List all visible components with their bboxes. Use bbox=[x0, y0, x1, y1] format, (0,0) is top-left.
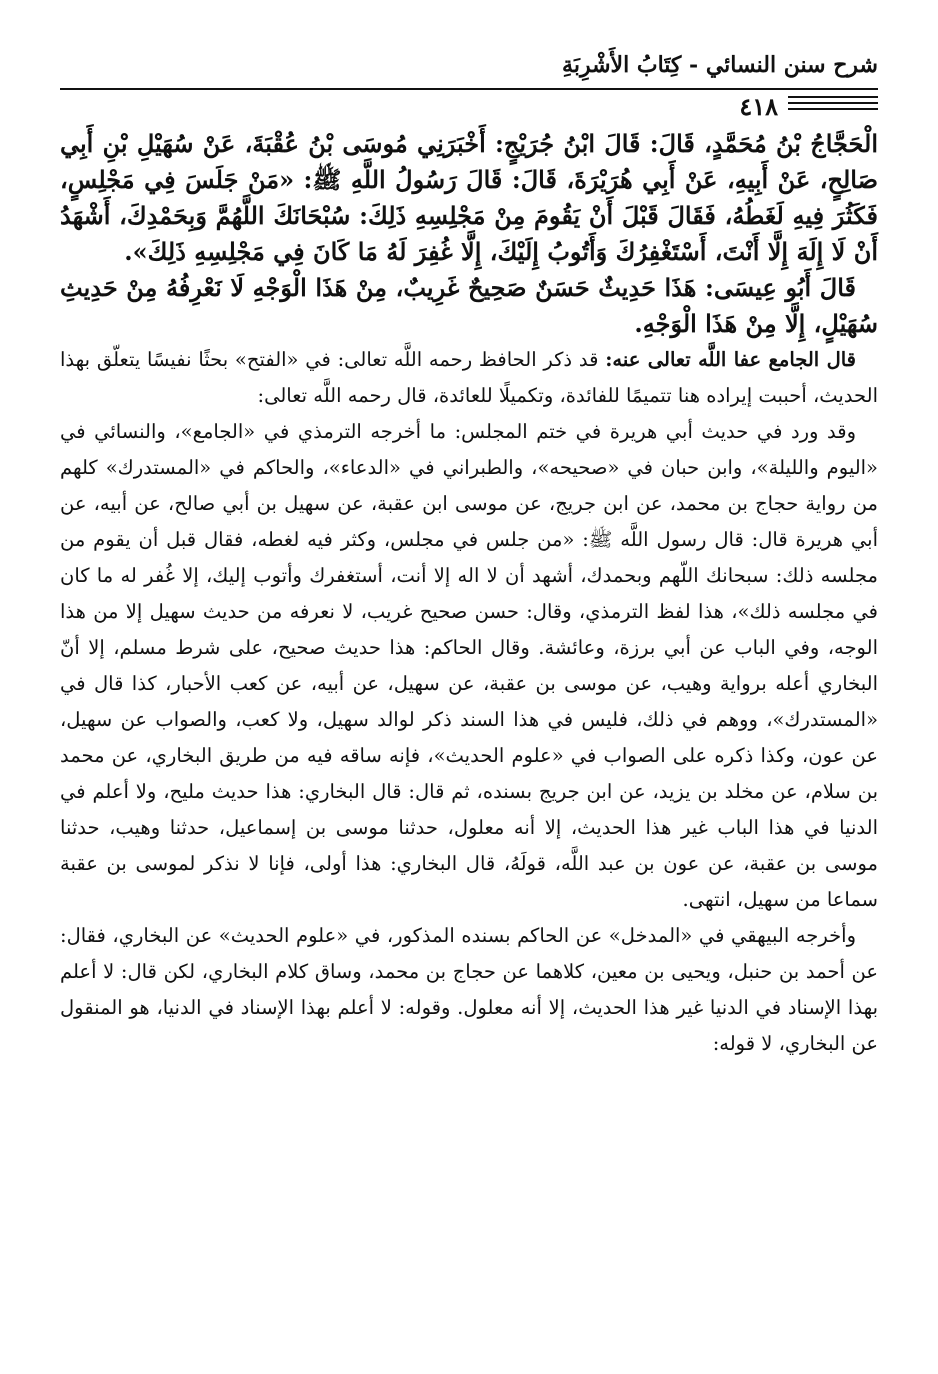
commentary-paragraph-3: وأخرجه البيهقي في «المدخل» عن الحاكم بسنده المذكور، في «علوم الحديث» عن البخاري، فقال: عن أحمد بن حنبل، ويحيى بن معين، كلاهما عن حجاج بن محمد، وساق كلام البخاري، لكن قال: لا أعلم بهذا الإسناد في الدنيا غير هذا الحديث، إلا أنه معلول. وقوله: لا أعلم بهذا الإسناد في الدنيا، هو المنقول عن البخاري، لا قوله: bbox=[60, 924, 878, 1055]
author-label: قال الجامع عفا اللَّه تعالى عنه: bbox=[605, 348, 856, 371]
commentary-paragraph-2: وقد ورد في حديث أبي هريرة في ختم المجلس: ما أخرجه الترمذي في «الجامع»، والنسائي في «اليوم والليلة»، وابن حبان في «صحيحه»، والطبراني في «الدعاء»، والحاكم في «المستدرك» كلهم من رواية حجاج بن محمد، عن ابن جريج، عن موسى ابن عقبة، عن سهيل بن أبي صالح، عن أبيه، عن أبي هريرة قال: قال رسول اللَّه ﷺ: «من جلس في مجلس، وكثر فيه لغطه، فقال قبل أن يقوم من مجلسه ذلك: سبحانك اللّهم وبحمدك، أشهد أن لا اله إلا أنت، أستغفرك وأتوب إليك، إلا غُفر له ما كان في مجلسه ذلك»، هذا لفظ الترمذي، وقال: حسن صحيح غريب، لا نعرفه من حديث سهيل إلا من هذا الوجه، وفي الباب عن أبي برزة، وعائشة. وقال الحاكم: هذا حديث صحيح، على شرط مسلم، إلا أنّ البخاري أعله برواية وهيب، عن موسى بن عقبة، عن سهيل، عن أبيه، عن كعب الأحبار، كذا قال في «المستدرك»، ووهم في ذلك، فليس في هذا السند ذكر لوالد سهيل، ولا كعب، والصواب عن سهيل، عن عون، وكذا ذكره على الصواب في «علوم الحديث»، فإنه ساقه فيه من طريق البخاري، عن محمد بن سلام، عن مخلد بن يزيد، عن ابن جريج بسنده، ثم قال: قال البخاري: هذا حديث مليح، ولا أعلم في الدنيا في هذا الباب غير هذا الحديث، إلا أنه معلول، حدثنا موسى بن إسماعيل، حدثنا وهيب، حدثنا موسى بن عقبة، عن عون بن عبد اللَّه، قولَهُ، قال البخاري: هذا أولى، فإنا لا نذكر لموسى بن عقبة سماعا من سهيل، انتهى. bbox=[60, 420, 878, 911]
book-page bbox=[60, 52, 878, 1062]
running-head bbox=[60, 52, 878, 92]
page-number: ٤١٨ bbox=[739, 92, 778, 121]
header-rule bbox=[60, 88, 878, 90]
commentary-intro-text: قد ذكر الحافظ رحمه اللَّه تعالى: في «الفتح» بحثًا نفيسًا يتعلّق بهذا الحديث، أحببت إيراده هنا تتميمًا للفائدة، وتكميلًا للعائدة، قال رحمه اللَّه تعالى: bbox=[60, 348, 878, 407]
decorative-lines bbox=[788, 96, 878, 114]
commentary-intro bbox=[60, 342, 878, 414]
running-title: شرح سنن النسائي - كِتَابُ الأَشْرِبَةِ bbox=[562, 52, 878, 78]
page-number-row bbox=[60, 92, 878, 126]
hadith-grading: قَالَ أَبُو عِيسَى: هَذَا حَدِيثٌ حَسَنٌ صَحِيحٌ غَرِيبٌ، مِنْ هَذَا الْوَجْهِ لَا نَعْرِفُهُ مِنْ حَدِيثِ سُهَيْلٍ، إِلَّا مِنْ هَذَا الْوَجْهِ. bbox=[60, 273, 878, 338]
hadith-text: الْحَجَّاجُ بْنُ مُحَمَّدٍ، قَالَ: قَالَ ابْنُ جُرَيْجٍ: أَخْبَرَنِي مُوسَى بْنُ عُقْبَةَ، عَنْ سُهَيْلِ بْنِ أَبِي صَالِحٍ، عَنْ أَبِيهِ، عَنْ أَبِي هُرَيْرَةَ، قَالَ: قَالَ رَسُولُ اللَّهِ ﷺ: «مَنْ جَلَسَ فِي مَجْلِسٍ، فَكَثُرَ فِيهِ لَغَطُهُ، فَقَالَ قَبْلَ أَنْ يَقُومَ مِنْ مَجْلِسِهِ ذَلِكَ: سُبْحَانَكَ اللَّهُمَّ وَبِحَمْدِكَ، أَشْهَدُ أَنْ لَا إِلَهَ إِلَّا أَنْتَ، أَسْتَغْفِرُكَ وَأَتُوبُ إِلَيْكَ، إِلَّا غُفِرَ لَهُ مَا كَانَ فِي مَجْلِسِهِ ذَلِكَ». bbox=[60, 129, 878, 266]
